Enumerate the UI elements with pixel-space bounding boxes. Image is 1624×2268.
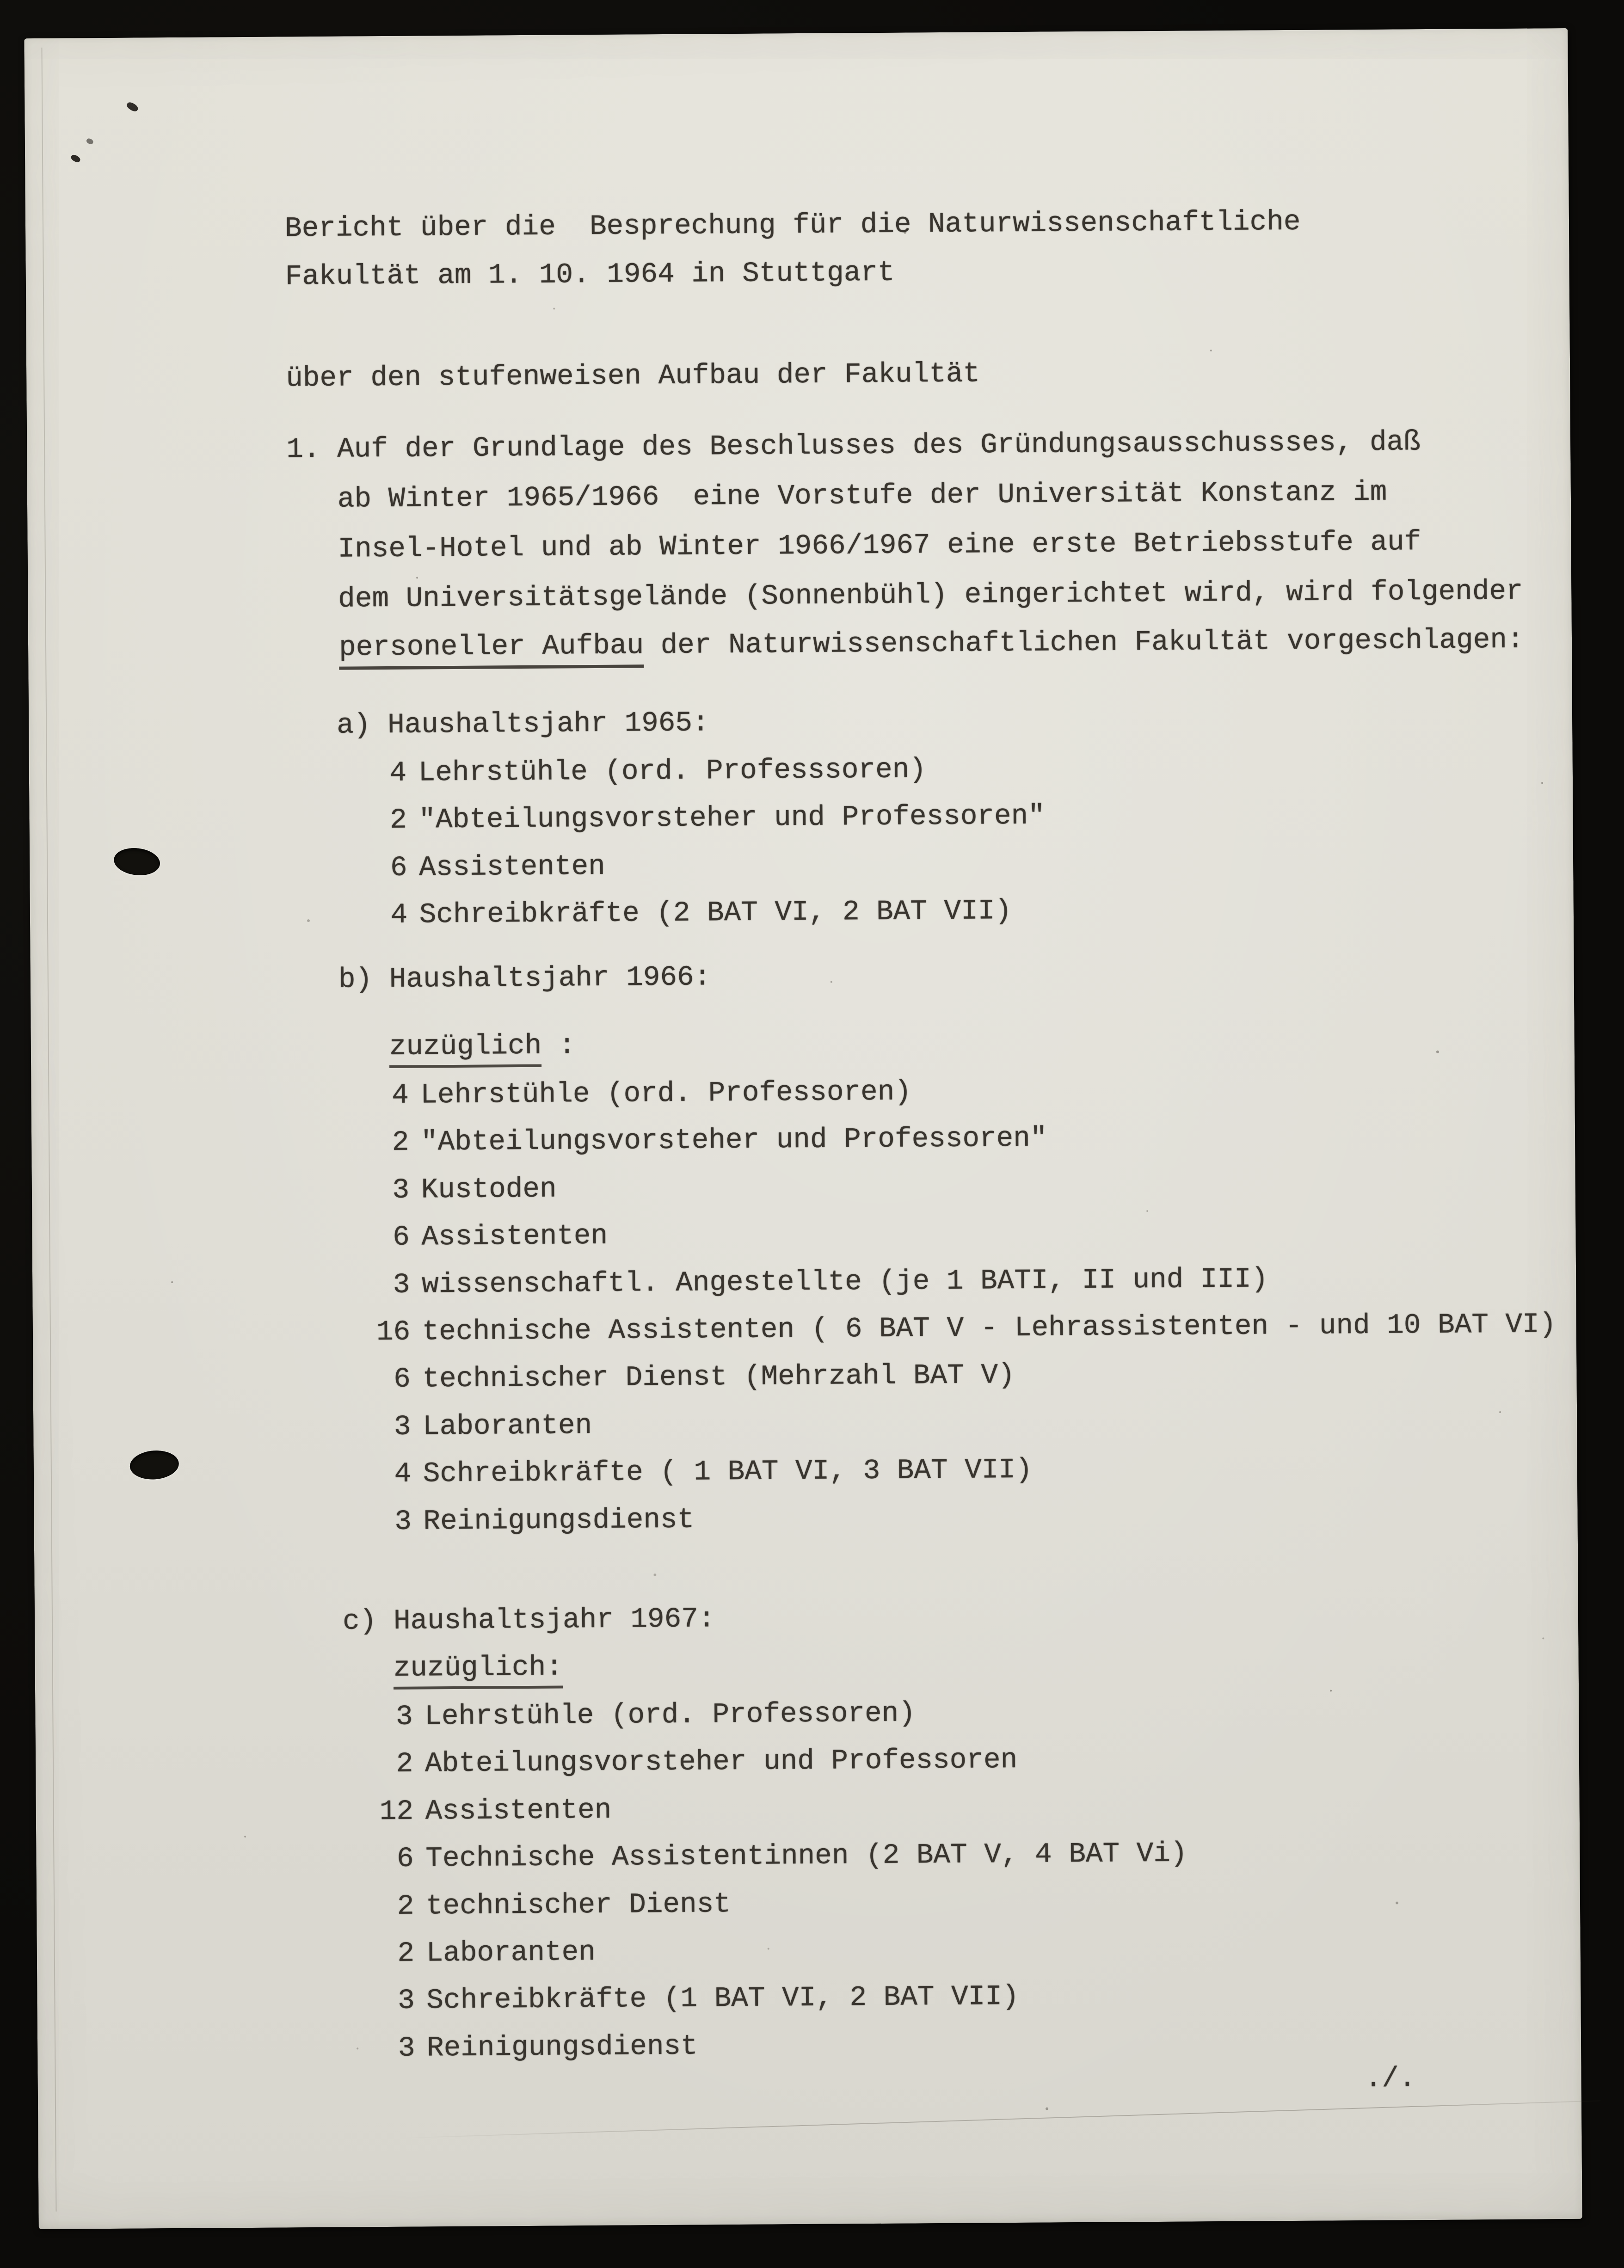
staff-label: wissenschaftl. Angestellte (je 1 BATI, II und III): [421, 1263, 1268, 1301]
staff-label: Schreibkräfte (1 BAT VI, 2 BAT VII): [426, 1981, 1019, 2017]
section-c-header: c) Haushaltsjahr 1967:: [342, 1603, 715, 1638]
section-a-items: [373, 746, 1046, 940]
staff-label: technischer Dienst (Mehrzahl BAT V): [422, 1359, 1015, 1395]
staff-label: Schreibkräfte ( 1 BAT VI, 3 BAT VII): [423, 1454, 1033, 1490]
staff-item-row: [377, 1396, 1557, 1451]
staff-item-row: [381, 2020, 1189, 2072]
staff-count: 2: [392, 1127, 409, 1159]
staff-label: Lehrstühle (ord. Professoren): [420, 1076, 912, 1112]
staff-count: 4: [390, 899, 408, 932]
staff-item-row: [380, 1925, 1188, 1978]
staff-item-row: [379, 1736, 1187, 1789]
staff-label: Lehrstühle (ord. Professsoren): [418, 754, 927, 789]
staff-item-row: [380, 1878, 1188, 1930]
staff-count: 3: [393, 1269, 410, 1301]
staff-label: Reinigungsdienst: [426, 2030, 698, 2065]
paragraph-1-line-5: [339, 616, 1524, 672]
paragraph-1: 1. Auf der Grundlage des Beschlusses des Gründungsausschussses, daß ab Winter 1965/1966 eine Vorstufe der Universität Konstanz im Insel-Hotel und ab Winter 1966/1967 eine erste Betriebsstufe auf dem Universitätsgelände (Sonnenbühl) eingerichtet wird, wird folgender: [286, 426, 1523, 616]
staff-count: 3: [394, 1411, 411, 1443]
paper-crease-line: [403, 2100, 1600, 2138]
section-b-header: b) Haushaltsjahr 1966:: [338, 961, 711, 996]
underlined-zusatz: zuzüglich:: [393, 1651, 563, 1689]
staff-count: 3: [394, 1506, 412, 1538]
staff-item-row: [381, 1973, 1188, 2025]
staff-item-row: [373, 840, 1046, 892]
staff-label: Assistenten: [421, 1220, 608, 1254]
staff-label: technischer Dienst: [425, 1888, 731, 1923]
staff-count: 2: [396, 1748, 413, 1781]
staff-count: 2: [389, 805, 407, 837]
staff-count: 2: [397, 1937, 415, 1970]
paragraph-1-line-5-rest: der Naturwissenschaftlichen Fakultät vorgeschlagen:: [643, 624, 1524, 662]
staff-label: Laboranten: [422, 1409, 592, 1443]
document-page: [24, 28, 1582, 2229]
staff-label: technische Assistenten ( 6 BAT V - Lehrassistenten - und 10 BAT VI): [422, 1309, 1556, 1348]
punch-hole-top: [112, 846, 161, 878]
staff-item-row: [375, 1064, 1555, 1119]
section-a-header: a) Haushaltsjahr 1965:: [336, 707, 709, 742]
staff-label: Kustoden: [421, 1173, 557, 1206]
staff-item-row: [373, 746, 1045, 798]
staff-count: 4: [391, 1079, 409, 1112]
staff-label: Abteilungsvorsteher und Professoren: [424, 1744, 1018, 1780]
staff-count: 6: [393, 1364, 411, 1396]
staff-count: 3: [398, 2032, 415, 2065]
document-subject: über den stufenweisen Aufbau der Fakultät: [285, 358, 980, 395]
staff-count: 6: [390, 852, 407, 884]
staff-item-row: [377, 1491, 1557, 1546]
staff-label: "Abteilungsvorsteher und Professoren": [418, 800, 1045, 836]
staff-label: Schreibkräfte (2 BAT VI, 2 BAT VII): [419, 895, 1012, 931]
staff-count: 6: [396, 1843, 414, 1875]
staff-label: Laboranten: [426, 1936, 596, 1970]
staff-item-row: [379, 1689, 1187, 1741]
staff-count: 16: [376, 1316, 411, 1349]
staff-item-row: [376, 1254, 1556, 1309]
staff-count: 12: [379, 1795, 414, 1828]
staff-count: 6: [392, 1221, 410, 1254]
staff-count: 2: [397, 1890, 414, 1923]
pen-mark: [70, 154, 81, 164]
staff-count: 3: [392, 1174, 410, 1206]
document-title-line-1: Bericht über die Besprechung für die Naturwissenschaftliche: [284, 206, 1301, 245]
zusatz-suffix: :: [541, 1030, 576, 1062]
staff-item-row: [380, 1831, 1187, 1883]
section-c-items: [379, 1689, 1188, 2073]
staff-count: 3: [397, 1985, 415, 2017]
staff-label: Lehrstühle (ord. Professoren): [424, 1697, 916, 1733]
staff-item-row: [376, 1301, 1556, 1356]
staff-item-row: [375, 1206, 1556, 1261]
staff-item-row: [377, 1443, 1557, 1498]
staff-label: Technische Assistentinnen (2 BAT V, 4 BAT Vi): [425, 1838, 1187, 1875]
staff-item-row: [379, 1783, 1187, 1836]
staff-count: 4: [394, 1458, 412, 1491]
section-b-items: [375, 1064, 1557, 1546]
staff-item-row: [375, 1159, 1556, 1214]
staff-label: Assistenten: [418, 850, 605, 884]
staff-label: Reinigungsdienst: [423, 1504, 695, 1538]
staff-item-row: [375, 1112, 1555, 1167]
document-title-line-2: Fakultät am 1. 10. 1964 in Stuttgart: [285, 257, 895, 293]
staff-count: 3: [395, 1701, 413, 1733]
pen-mark: [86, 137, 94, 145]
staff-item-row: [374, 888, 1046, 940]
staff-label: Assistenten: [425, 1794, 612, 1828]
underlined-phrase: personeller Aufbau: [339, 630, 644, 670]
staff-item-row: [373, 793, 1045, 845]
punch-hole-bottom: [129, 1449, 180, 1481]
section-c-zusatz: [393, 1643, 563, 1692]
paper-fold-line: [41, 48, 56, 2212]
paper-specks: [24, 38, 26, 40]
staff-item-row: [376, 1349, 1556, 1404]
pen-mark: [125, 101, 139, 113]
continuation-mark: ./.: [1365, 2063, 1416, 2095]
underlined-zusatz: zuzüglich: [389, 1030, 542, 1068]
section-b-zusatz: [389, 1022, 575, 1071]
staff-label: "Abteilungsvorsteher und Professoren": [420, 1122, 1047, 1159]
staff-count: 4: [389, 757, 407, 789]
